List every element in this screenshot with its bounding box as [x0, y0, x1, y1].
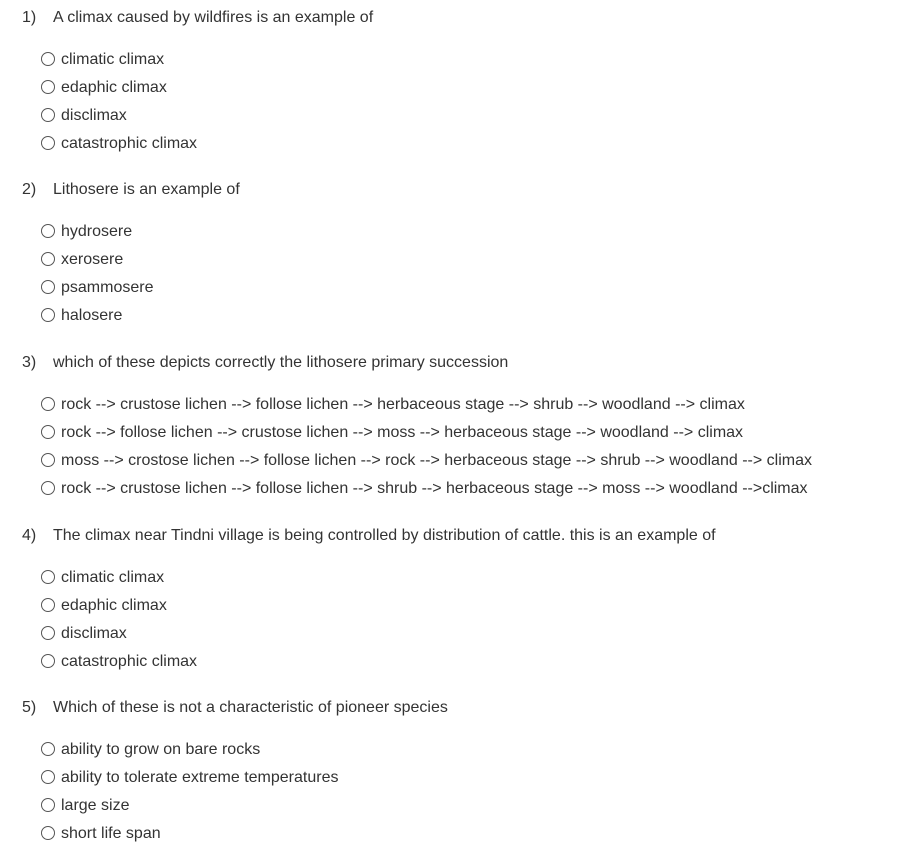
option-label: moss --> crostose lichen --> follose lichen --> rock --> herbaceous stage --> shrub --> woodland --> climax — [61, 452, 812, 469]
option-label: climatic climax — [61, 51, 165, 68]
option-succession-c[interactable] — [41, 447, 812, 475]
option-succession-d[interactable] — [41, 475, 812, 503]
radio-button-icon[interactable] — [41, 570, 55, 584]
option-large-size[interactable] — [41, 792, 338, 820]
option-edaphic-climax[interactable] — [41, 592, 197, 620]
question-number: 5) — [22, 699, 37, 716]
question-number: 2) — [22, 181, 37, 198]
option-label: edaphic climax — [61, 79, 167, 96]
option-label: psammosere — [61, 279, 154, 296]
option-catastrophic-climax[interactable] — [41, 130, 197, 158]
radio-button-icon[interactable] — [41, 397, 55, 411]
option-short-life-span[interactable] — [41, 820, 338, 848]
option-label: large size — [61, 797, 130, 814]
option-label: short life span — [61, 825, 161, 842]
option-label: climatic climax — [61, 569, 165, 586]
option-list — [41, 564, 197, 676]
radio-button-icon[interactable] — [41, 826, 55, 840]
option-label: halosere — [61, 307, 123, 324]
option-label: ability to tolerate extreme temperatures — [61, 769, 339, 786]
radio-button-icon[interactable] — [41, 108, 55, 122]
radio-button-icon[interactable] — [41, 308, 55, 322]
option-climatic-climax[interactable] — [41, 564, 197, 592]
option-edaphic-climax[interactable] — [41, 74, 197, 102]
radio-button-icon[interactable] — [41, 80, 55, 94]
option-list — [41, 46, 197, 158]
option-label: catastrophic climax — [61, 135, 198, 152]
radio-button-icon[interactable] — [41, 136, 55, 150]
question-text: The climax near Tindni village is being controlled by distribution of cattle. this is an example of — [53, 527, 716, 544]
radio-button-icon[interactable] — [41, 425, 55, 439]
option-list — [41, 218, 153, 330]
radio-button-icon[interactable] — [41, 770, 55, 784]
option-grow-on-bare-rocks[interactable] — [41, 736, 338, 764]
question-heading — [22, 353, 508, 373]
radio-button-icon[interactable] — [41, 598, 55, 612]
question-text: which of these depicts correctly the lithosere primary succession — [53, 354, 509, 371]
radio-button-icon[interactable] — [41, 52, 55, 66]
radio-button-icon[interactable] — [41, 453, 55, 467]
radio-button-icon[interactable] — [41, 481, 55, 495]
option-label: rock --> follose lichen --> crustose lichen --> moss --> herbaceous stage --> woodland --> climax — [61, 424, 744, 441]
option-tolerate-extreme-temperatures[interactable] — [41, 764, 338, 792]
question-text: A climax caused by wildfires is an example of — [53, 9, 374, 26]
option-catastrophic-climax[interactable] — [41, 648, 197, 676]
radio-button-icon[interactable] — [41, 798, 55, 812]
question-number: 3) — [22, 354, 37, 371]
question-heading — [22, 180, 240, 200]
option-label: ability to grow on bare rocks — [61, 741, 261, 758]
option-xerosere[interactable] — [41, 246, 153, 274]
option-label: disclimax — [61, 107, 127, 124]
option-label: hydrosere — [61, 223, 133, 240]
option-halosere[interactable] — [41, 302, 153, 330]
radio-button-icon[interactable] — [41, 742, 55, 756]
radio-button-icon[interactable] — [41, 252, 55, 266]
radio-button-icon[interactable] — [41, 224, 55, 238]
option-label: edaphic climax — [61, 597, 167, 614]
question-text: Which of these is not a characteristic of pioneer species — [53, 699, 448, 716]
option-disclimax[interactable] — [41, 620, 197, 648]
option-list — [41, 391, 812, 503]
option-succession-b[interactable] — [41, 419, 812, 447]
option-psammosere[interactable] — [41, 274, 153, 302]
question-heading — [22, 526, 716, 546]
option-label: rock --> crustose lichen --> follose lichen --> shrub --> herbaceous stage --> moss --> woodland -->climax — [61, 480, 808, 497]
question-number: 1) — [22, 9, 37, 26]
option-succession-a[interactable] — [41, 391, 812, 419]
option-hydrosere[interactable] — [41, 218, 153, 246]
question-number: 4) — [22, 527, 37, 544]
radio-button-icon[interactable] — [41, 280, 55, 294]
question-heading — [22, 8, 373, 28]
option-climatic-climax[interactable] — [41, 46, 197, 74]
question-heading — [22, 698, 448, 718]
radio-button-icon[interactable] — [41, 654, 55, 668]
option-list — [41, 736, 338, 848]
option-label: rock --> crustose lichen --> follose lichen --> herbaceous stage --> shrub --> woodland --> climax — [61, 396, 745, 413]
option-label: disclimax — [61, 625, 127, 642]
option-label: xerosere — [61, 251, 124, 268]
option-disclimax[interactable] — [41, 102, 197, 130]
option-label: catastrophic climax — [61, 653, 198, 670]
radio-button-icon[interactable] — [41, 626, 55, 640]
question-text: Lithosere is an example of — [53, 181, 240, 198]
